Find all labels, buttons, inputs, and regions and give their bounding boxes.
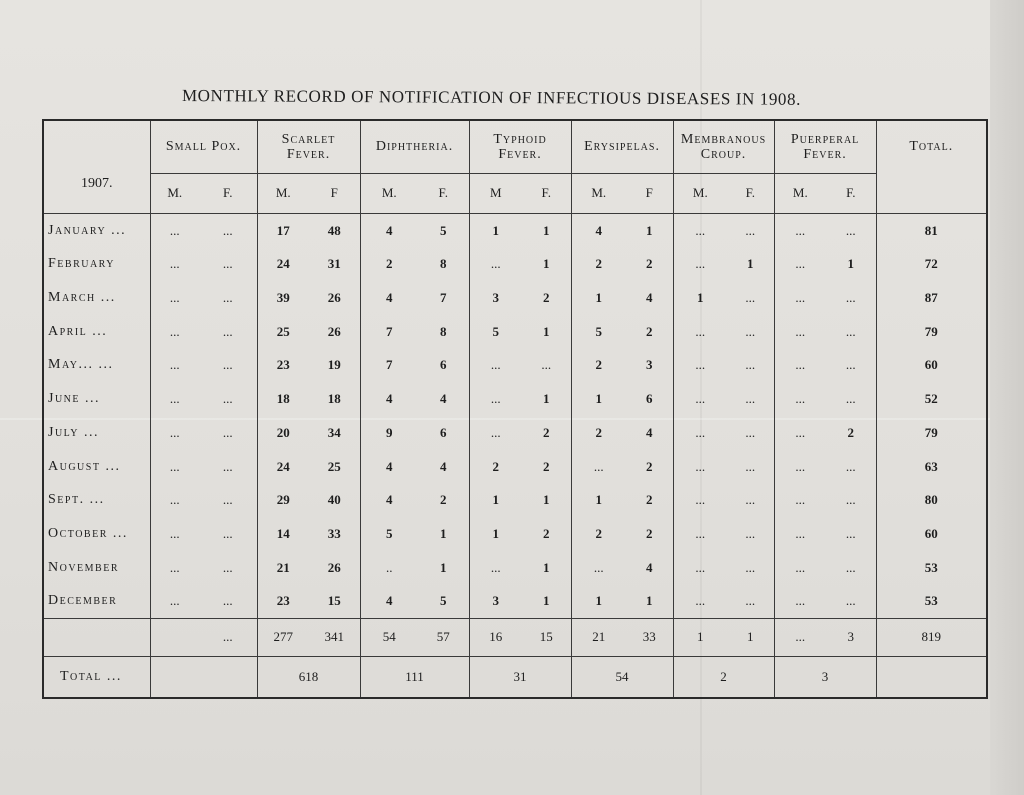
- cell-value: ...: [774, 483, 826, 517]
- page-edge: [990, 0, 1024, 795]
- sum-value: 16: [469, 618, 522, 656]
- month-label: May... ...: [48, 357, 114, 373]
- cell-value: 7: [360, 315, 418, 349]
- cell-value: 8: [440, 256, 447, 272]
- month-label: December: [48, 593, 118, 609]
- column-header-membranous-croup: Membranous Croup.: [673, 121, 774, 173]
- sum-value: 54: [360, 618, 418, 656]
- cell-value: ...: [745, 424, 756, 440]
- cell-value: 34: [327, 424, 341, 440]
- table-row: [44, 483, 986, 517]
- cell-value: ...: [150, 450, 199, 484]
- cell-value: 7: [440, 289, 447, 305]
- column-header-typhoid-fever: Typhoid Fever.: [469, 121, 571, 173]
- cell-value: 2: [543, 424, 550, 440]
- cell-value: ...: [745, 593, 756, 609]
- cell-value: ...: [745, 357, 756, 373]
- cell-value: ...: [673, 247, 727, 281]
- cell-value: 2: [571, 247, 626, 281]
- cell-value: 1: [543, 323, 550, 339]
- cell-value: 25: [327, 458, 341, 474]
- cell-value: 1: [646, 593, 653, 609]
- cell-value: ...: [845, 391, 856, 407]
- row-total: 63: [876, 450, 986, 484]
- cell-value: 1: [469, 483, 522, 517]
- cell-value: 6: [646, 391, 653, 407]
- sums-row-label: [44, 618, 150, 656]
- cell-value: ...: [222, 222, 233, 238]
- column-header-puerperal-fever: Puerperal Fever.: [774, 121, 876, 173]
- cell-value: 4: [360, 382, 418, 416]
- cell-value: ...: [845, 559, 856, 575]
- table-row: [44, 214, 986, 248]
- cell-value: ...: [673, 214, 727, 248]
- month-label: February: [48, 256, 116, 272]
- cell-value: ...: [222, 525, 233, 541]
- cell-value: 26: [327, 289, 341, 305]
- column-header-small-pox: Small Pox.: [150, 121, 257, 173]
- cell-value: ...: [673, 551, 727, 585]
- cell-value: 1: [571, 483, 626, 517]
- month-label: January ...: [48, 222, 127, 238]
- cell-value: 4: [440, 391, 447, 407]
- cell-value: 31: [327, 256, 341, 272]
- table-row: [44, 416, 986, 450]
- cell-value: 1: [469, 214, 522, 248]
- cell-value: 1: [469, 517, 522, 551]
- row-total: 53: [876, 585, 986, 619]
- sum-value: 1: [727, 618, 774, 656]
- month-label: April ...: [48, 323, 108, 339]
- sum-value: 57: [418, 618, 469, 656]
- cell-value: ...: [469, 416, 522, 450]
- cell-value: ...: [845, 222, 856, 238]
- cell-value: ...: [222, 492, 233, 508]
- sex-label-male: M.: [571, 173, 626, 213]
- month-label: Sept. ...: [48, 492, 105, 508]
- cell-value: ...: [673, 483, 727, 517]
- cell-value: ...: [541, 357, 552, 373]
- year-header: 1907.: [44, 121, 150, 214]
- month-label: November: [48, 559, 120, 575]
- cell-value: ...: [774, 416, 826, 450]
- sex-label-male: M.: [673, 173, 727, 213]
- cell-value: ...: [845, 525, 856, 541]
- cell-value: 2: [847, 424, 855, 440]
- cell-value: ...: [845, 357, 856, 373]
- table-row: [44, 315, 986, 349]
- cell-value: ...: [469, 551, 522, 585]
- cell-value: 4: [646, 424, 653, 440]
- cell-value: ...: [222, 593, 233, 609]
- cell-value: 48: [327, 222, 341, 238]
- cell-value: ...: [222, 458, 233, 474]
- row-total: 87: [876, 281, 986, 315]
- cell-value: 1: [543, 391, 550, 407]
- sum-value: 341: [309, 618, 360, 656]
- disease-total: 54: [571, 657, 673, 697]
- cell-value: ...: [774, 517, 826, 551]
- cell-value: ...: [774, 281, 826, 315]
- cell-value: 2: [646, 256, 653, 272]
- table-row: [44, 450, 986, 484]
- cell-value: ...: [745, 492, 756, 508]
- cell-value: ...: [150, 214, 199, 248]
- column-header-total: Total.: [876, 121, 986, 214]
- month-label: August ...: [48, 458, 121, 474]
- cell-value: 23: [257, 349, 309, 383]
- cell-value: 4: [360, 450, 418, 484]
- row-total: 81: [876, 214, 986, 248]
- sum-value: 15: [522, 618, 571, 656]
- cell-value: 1: [847, 256, 855, 272]
- disease-total: 31: [469, 657, 571, 697]
- cell-value: ...: [150, 315, 199, 349]
- cell-value: ...: [673, 416, 727, 450]
- cell-value: 39: [257, 281, 309, 315]
- cell-value: 2: [440, 492, 447, 508]
- row-total: 53: [876, 551, 986, 585]
- cell-value: ...: [150, 349, 199, 383]
- cell-value: ...: [745, 559, 756, 575]
- table-row: [44, 517, 986, 551]
- sum-value: ...: [774, 618, 826, 656]
- row-total: 79: [876, 416, 986, 450]
- record-table-frame: [42, 119, 988, 699]
- cell-value: 15: [327, 593, 341, 609]
- disease-total: [150, 657, 257, 697]
- sex-label-male: M.: [774, 173, 826, 213]
- cell-value: 4: [646, 559, 653, 575]
- cell-value: 5: [469, 315, 522, 349]
- month-label: March ...: [48, 289, 116, 305]
- cell-value: ...: [150, 483, 199, 517]
- cell-value: ..: [360, 551, 418, 585]
- cell-value: 2: [646, 458, 653, 474]
- cell-value: ...: [469, 382, 522, 416]
- cell-value: ...: [469, 247, 522, 281]
- cell-value: 26: [327, 559, 341, 575]
- cell-value: ...: [150, 517, 199, 551]
- cell-value: 2: [646, 323, 653, 339]
- cell-value: ...: [774, 585, 826, 619]
- cell-value: 5: [571, 315, 626, 349]
- sum-value: 33: [626, 618, 673, 656]
- record-table: [44, 121, 986, 697]
- cell-value: ...: [222, 289, 233, 305]
- disease-total: 3: [774, 657, 876, 697]
- table-row: [44, 551, 986, 585]
- cell-value: 3: [469, 281, 522, 315]
- cell-value: ...: [745, 289, 756, 305]
- cell-value: 2: [360, 247, 418, 281]
- cell-value: 23: [257, 585, 309, 619]
- cell-value: 26: [327, 323, 341, 339]
- cell-value: ...: [745, 458, 756, 474]
- cell-value: ...: [150, 247, 199, 281]
- cell-value: ...: [222, 559, 233, 575]
- cell-value: ...: [845, 492, 856, 508]
- month-label: June ...: [48, 391, 100, 407]
- cell-value: ...: [150, 416, 199, 450]
- cell-value: ...: [845, 593, 856, 609]
- cell-value: 20: [257, 416, 309, 450]
- cell-value: 1: [543, 593, 550, 609]
- cell-value: 24: [257, 450, 309, 484]
- cell-value: 1: [571, 382, 626, 416]
- cell-value: 6: [440, 357, 447, 373]
- cell-value: ...: [845, 458, 856, 474]
- cell-value: [150, 618, 199, 656]
- cell-value: 1: [543, 492, 550, 508]
- sex-label-female: F.: [199, 173, 257, 213]
- cell-value: 7: [360, 349, 418, 383]
- cell-value: ...: [745, 323, 756, 339]
- cell-value: 19: [327, 357, 341, 373]
- cell-value: ...: [673, 517, 727, 551]
- cell-value: 33: [327, 525, 341, 541]
- cell-value: 5: [360, 517, 418, 551]
- sum-value: 3: [826, 618, 876, 656]
- cell-value: ...: [673, 349, 727, 383]
- cell-value: ...: [150, 551, 199, 585]
- sex-label-female: F: [309, 173, 360, 213]
- cell-value: ...: [571, 450, 626, 484]
- cell-value: 8: [440, 323, 447, 339]
- cell-value: 4: [440, 458, 447, 474]
- cell-value: ...: [673, 315, 727, 349]
- cell-value: ...: [774, 214, 826, 248]
- cell-value: 18: [257, 382, 309, 416]
- cell-value: ...: [150, 382, 199, 416]
- table-row: [44, 585, 986, 619]
- cell-value: ...: [673, 450, 727, 484]
- table-row: [44, 349, 986, 383]
- cell-value: 40: [327, 492, 341, 508]
- cell-value: 3: [646, 357, 653, 373]
- row-total: 60: [876, 517, 986, 551]
- disease-total: 111: [360, 657, 469, 697]
- cell-value: ...: [469, 349, 522, 383]
- cell-value: 5: [440, 222, 447, 238]
- cell-value: 9: [360, 416, 418, 450]
- cell-value: ...: [150, 281, 199, 315]
- row-total: 80: [876, 483, 986, 517]
- cell-value: ...: [845, 289, 856, 305]
- sex-label-female: F: [626, 173, 673, 213]
- column-header-erysipelas: Erysipelas.: [571, 121, 673, 173]
- row-total: 52: [876, 382, 986, 416]
- cell-value: ...: [222, 357, 233, 373]
- sex-label-female: F.: [727, 173, 774, 213]
- sex-label-female: F.: [522, 173, 571, 213]
- cell-value: 1: [673, 281, 727, 315]
- cell-value: 1: [543, 559, 550, 575]
- sex-label-male: M.: [360, 173, 418, 213]
- page-title: MONTHLY RECORD OF NOTIFICATION OF INFECTIOUS DISEASES IN 1908.: [181, 86, 802, 109]
- sum-value: 21: [571, 618, 626, 656]
- cell-value: ...: [774, 551, 826, 585]
- sex-label-male: M.: [150, 173, 199, 213]
- row-total: 72: [876, 247, 986, 281]
- cell-value: 4: [360, 214, 418, 248]
- cell-value: ...: [774, 450, 826, 484]
- cell-value: ...: [774, 315, 826, 349]
- cell-value: 2: [469, 450, 522, 484]
- cell-value: ...: [774, 247, 826, 281]
- cell-value: 17: [257, 214, 309, 248]
- cell-value: 4: [360, 281, 418, 315]
- column-header-scarlet-fever: Scarlet Fever.: [257, 121, 360, 173]
- cell-value: ...: [673, 585, 727, 619]
- cell-value: 4: [571, 214, 626, 248]
- cell-value: 2: [543, 289, 550, 305]
- cell-value: 21: [257, 551, 309, 585]
- sums-row: [44, 618, 986, 656]
- sex-label-male: M: [469, 173, 522, 213]
- cell-value: ...: [845, 323, 856, 339]
- cell-value: ...: [673, 382, 727, 416]
- cell-value: 2: [571, 517, 626, 551]
- table-row: [44, 382, 986, 416]
- disease-total: 618: [257, 657, 360, 697]
- month-label: October ...: [48, 525, 128, 541]
- column-header-diphtheria: Diphtheria.: [360, 121, 469, 173]
- sex-label-female: F.: [418, 173, 469, 213]
- cell-value: 1: [440, 559, 447, 575]
- cell-value: ...: [745, 525, 756, 541]
- grand-total-cell: [876, 657, 986, 697]
- cell-value: 4: [360, 585, 418, 619]
- cell-value: ...: [222, 323, 233, 339]
- sums-grand-total: 819: [876, 618, 986, 656]
- cell-value: 1: [543, 222, 550, 238]
- cell-value: ...: [150, 585, 199, 619]
- row-total: 60: [876, 349, 986, 383]
- cell-value: 6: [440, 424, 447, 440]
- cell-value: 1: [747, 256, 754, 272]
- table-row: [44, 281, 986, 315]
- sex-label-female: F.: [826, 173, 876, 213]
- disease-total: 2: [673, 657, 774, 697]
- table-row: [44, 247, 986, 281]
- sex-label-male: M.: [257, 173, 309, 213]
- cell-value: 24: [257, 247, 309, 281]
- sum-value: ...: [199, 618, 257, 656]
- cell-value: 1: [571, 585, 626, 619]
- cell-value: ...: [745, 391, 756, 407]
- cell-value: 29: [257, 483, 309, 517]
- cell-value: 4: [360, 483, 418, 517]
- cell-value: 5: [440, 593, 447, 609]
- cell-value: 2: [543, 458, 550, 474]
- cell-value: 2: [543, 525, 550, 541]
- cell-value: ...: [774, 382, 826, 416]
- cell-value: 1: [440, 525, 447, 541]
- cell-value: 2: [571, 349, 626, 383]
- total-row-label: Total ...: [60, 669, 122, 684]
- cell-value: 2: [571, 416, 626, 450]
- cell-value: 1: [571, 281, 626, 315]
- sum-value: 1: [673, 618, 727, 656]
- cell-value: 1: [543, 256, 550, 272]
- cell-value: ...: [571, 551, 626, 585]
- total-row: [44, 657, 986, 697]
- cell-value: 2: [646, 525, 653, 541]
- cell-value: ...: [222, 424, 233, 440]
- cell-value: ...: [745, 222, 756, 238]
- cell-value: ...: [222, 391, 233, 407]
- month-label: July ...: [48, 424, 99, 440]
- cell-value: 1: [646, 222, 653, 238]
- row-total: 79: [876, 315, 986, 349]
- cell-value: 3: [469, 585, 522, 619]
- cell-value: 4: [646, 289, 653, 305]
- cell-value: ...: [774, 349, 826, 383]
- cell-value: 25: [257, 315, 309, 349]
- sum-value: 277: [257, 618, 309, 656]
- cell-value: 14: [257, 517, 309, 551]
- cell-value: 18: [327, 391, 341, 407]
- cell-value: 2: [646, 492, 653, 508]
- cell-value: ...: [222, 256, 233, 272]
